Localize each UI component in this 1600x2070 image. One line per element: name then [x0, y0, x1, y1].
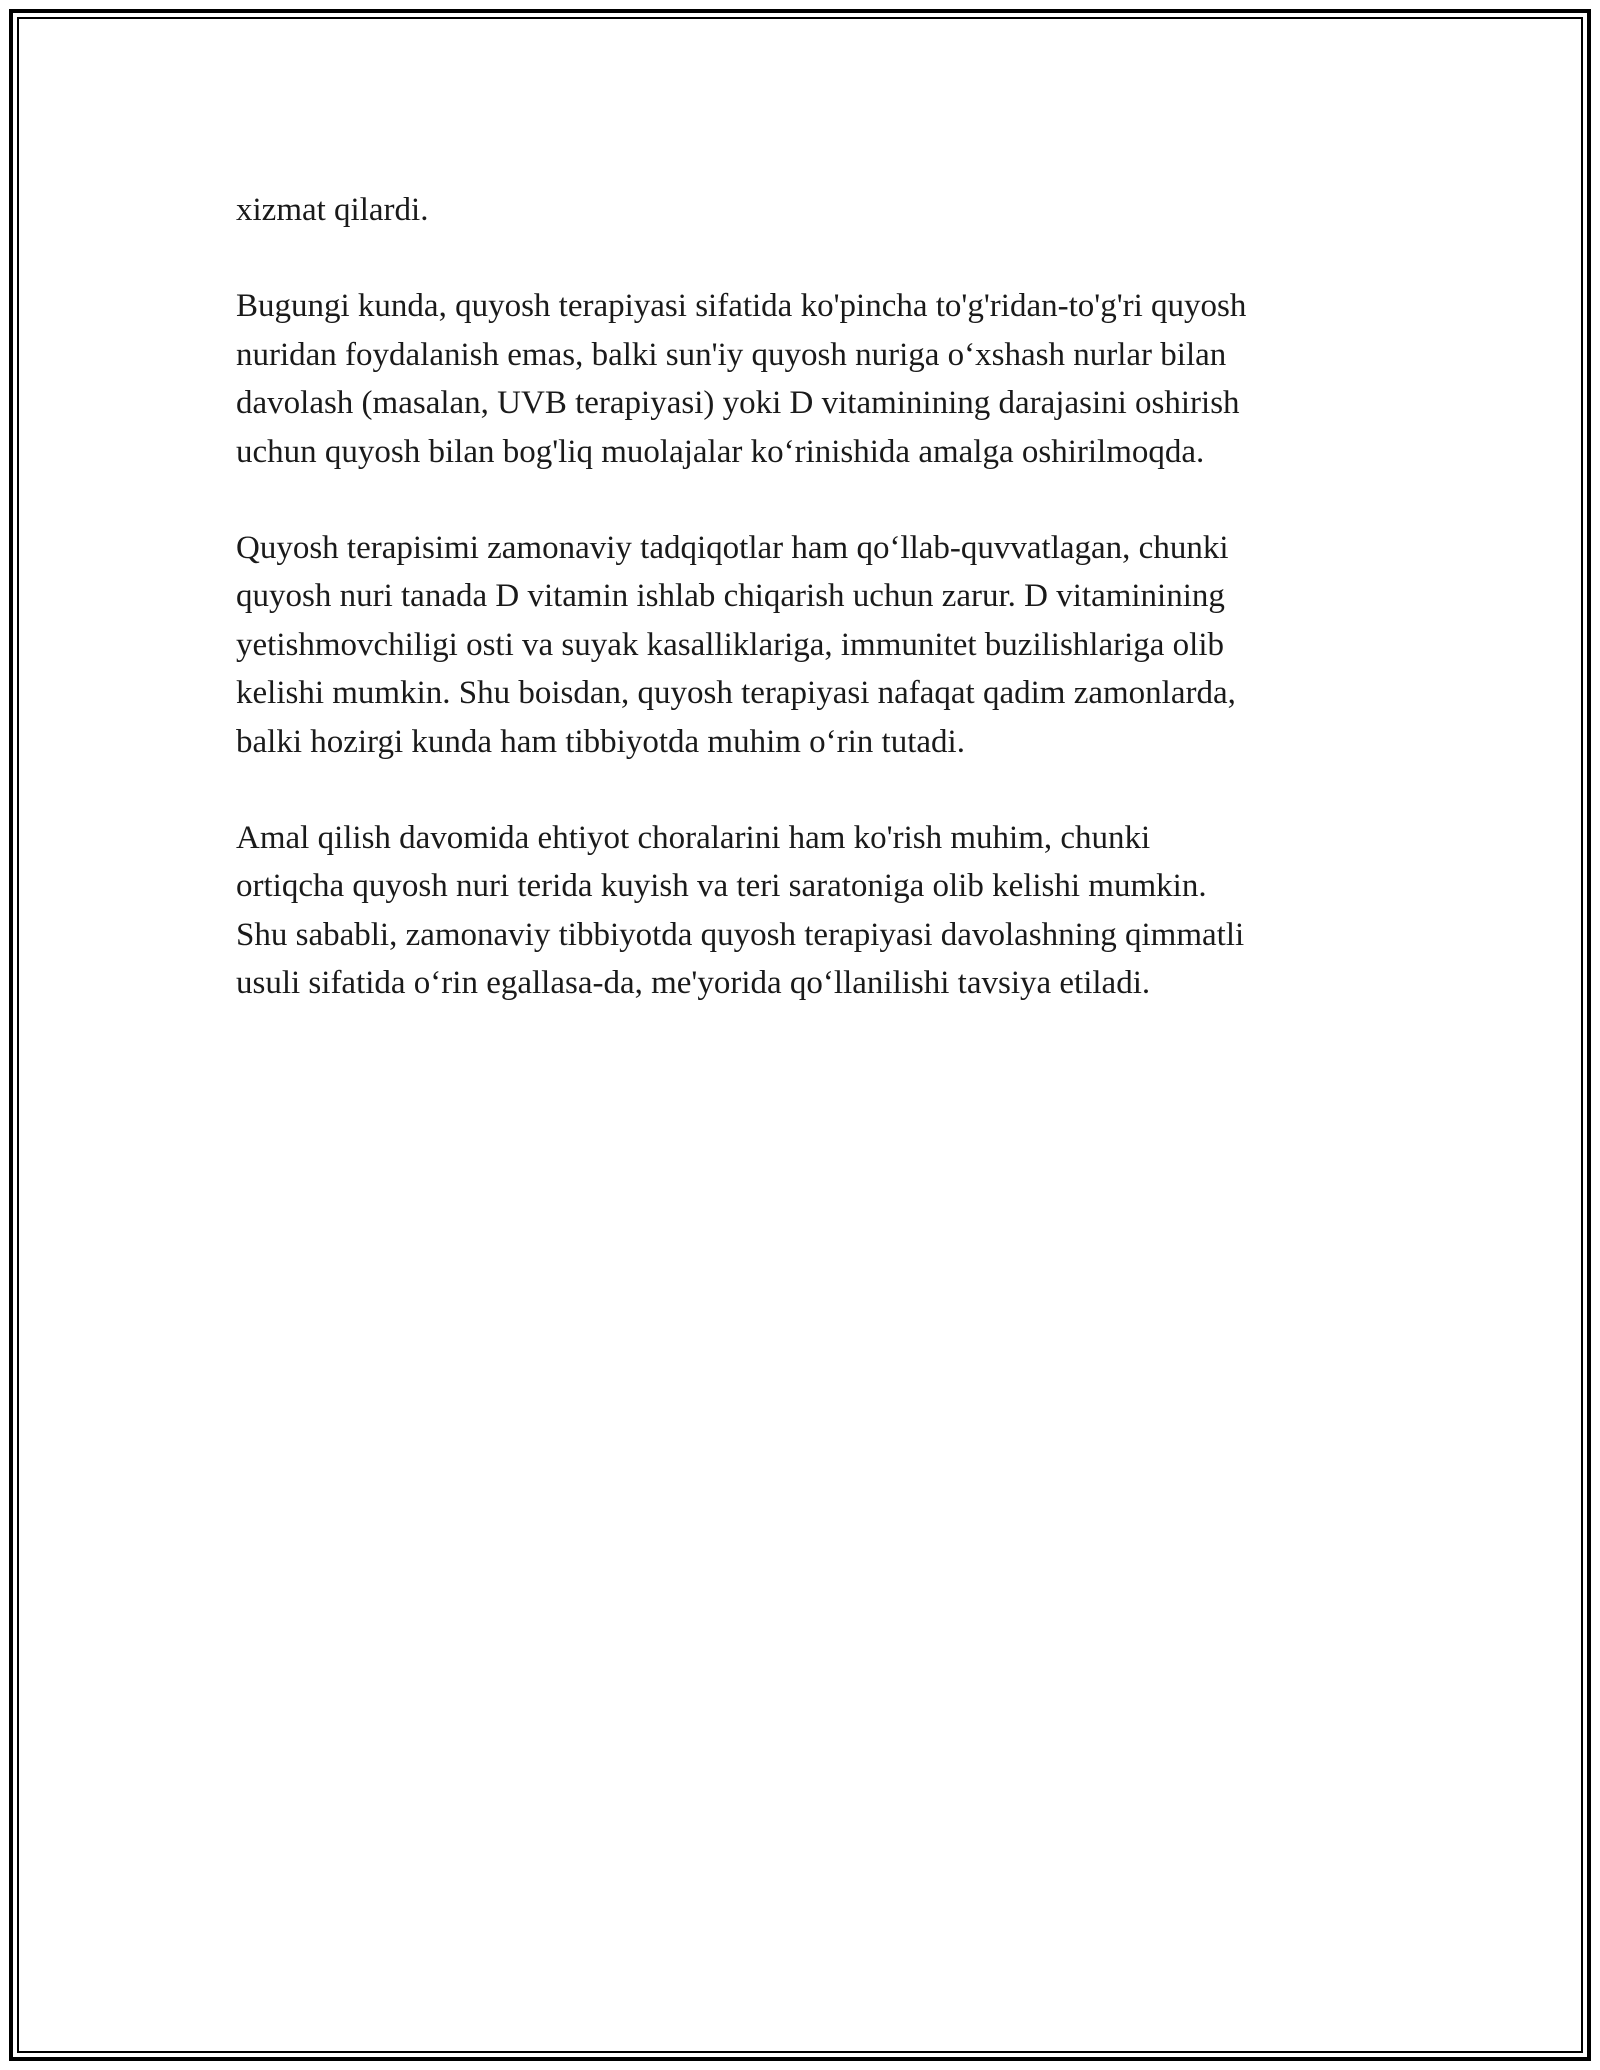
paragraph-4	[236, 814, 1416, 1008]
paragraph-1	[236, 186, 1416, 234]
text-line: yetishmovchiligi osti va suyak kasalliklariga, immunitet buzilishlariga olib	[236, 626, 1225, 663]
document-body	[236, 186, 1416, 1056]
text-line: balki hozirgi kunda ham tibbiyotda muhim o‘rin tutadi.	[236, 723, 965, 760]
text-line: Quyosh terapisimi zamonaviy tadqiqotlar ham qo‘llab-quvvatlagan, chunki	[236, 530, 1229, 567]
text-line: Shu sababli, zamonaviy tibbiyotda quyosh terapiyasi davolashning qimmatli	[236, 916, 1245, 953]
text-line: uchun quyosh bilan bog'liq muolajalar ko‘rinishida amalga oshirilmoqda.	[236, 433, 1205, 470]
paragraph-3	[236, 524, 1416, 766]
text-line: Amal qilish davomida ehtiyot choralarini ham ko'rish muhim, chunki	[236, 820, 1151, 857]
text-line: Bugungi kunda, quyosh terapiyasi sifatida ko'pincha to'g'ridan-to'g'ri quyosh	[236, 288, 1247, 325]
text-line: quyosh nuri tanada D vitamin ishlab chiqarish uchun zarur. D vitaminining	[236, 578, 1225, 615]
text-line: kelishi mumkin. Shu boisdan, quyosh terapiyasi nafaqat qadim zamonlarda,	[236, 675, 1236, 712]
text-line: usuli sifatida o‘rin egallasa-da, me'yorida qo‘llanilishi tavsiya etiladi.	[236, 965, 1151, 1002]
text-line: nuridan foydalanish emas, balki sun'iy quyosh nuriga o‘xshash nurlar bilan	[236, 336, 1227, 373]
text-line: xizmat qilardi.	[236, 192, 429, 228]
paragraph-2	[236, 282, 1416, 476]
text-line: ortiqcha quyosh nuri terida kuyish va teri saratoniga olib kelishi mumkin.	[236, 868, 1207, 905]
text-line: davolash (masalan, UVB terapiyasi) yoki D vitaminining darajasini oshirish	[236, 385, 1240, 422]
